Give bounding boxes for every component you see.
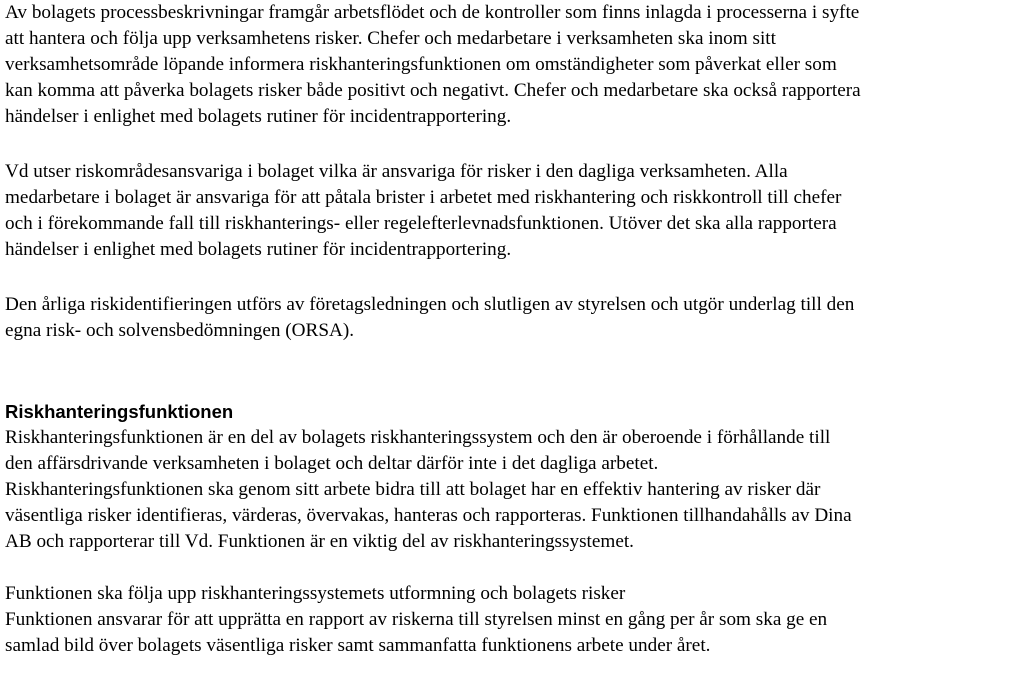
paragraph-spacer bbox=[5, 263, 1021, 292]
text-line: samlad bild över bolagets väsentliga risker samt sammanfatta funktionens arbete under året. bbox=[5, 635, 711, 656]
paragraph-risk-area-owners bbox=[5, 159, 1021, 263]
text-line: Riskhanteringsfunktionen ska genom sitt arbete bidra till att bolaget har en effektiv hantering av risker där bbox=[5, 479, 821, 500]
section-spacer bbox=[5, 344, 1021, 399]
text-line: den affärsdrivande verksamheten i bolaget och deltar därför inte i det dagliga arbetet. bbox=[5, 453, 659, 474]
text-line: att hantera och följa upp verksamhetens risker. Chefer och medarbetare i verksamheten ska inom sitt bbox=[5, 28, 776, 49]
text-line: händelser i enlighet med bolagets rutiner för incidentrapportering. bbox=[5, 239, 512, 260]
text-line: Av bolagets processbeskrivningar framgår arbetsflödet och de kontroller som finns inlagda i processerna i syfte bbox=[5, 2, 860, 23]
paragraph-risk-function bbox=[5, 425, 1021, 555]
text-line: Den årliga riskidentifieringen utförs av företagsledningen och slutligen av styrelsen och utgör underlag till den bbox=[5, 294, 855, 315]
text-line: Vd utser riskområdesansvariga i bolaget vilka är ansvariga för risker i den dagliga verksamheten. Alla bbox=[5, 161, 788, 182]
text-line: Riskhanteringsfunktionen är en del av bolagets riskhanteringssystem och den är oberoende i förhållande till bbox=[5, 427, 831, 448]
text-line: och i förekommande fall till riskhanterings- eller regelefterlevnadsfunktionen. Utöver det ska alla rapportera bbox=[5, 213, 837, 234]
text-line: väsentliga risker identifieras, värderas, övervakas, hanteras och rapporteras. Funktionen tillhandahålls av Dina bbox=[5, 505, 852, 526]
text-line: Funktionen ansvarar för att upprätta en rapport av riskerna till styrelsen minst en gång per år som ska ge en bbox=[5, 609, 828, 630]
paragraph-risk-identification bbox=[5, 292, 1021, 344]
text-line: Funktionen ska följa upp riskhanteringssystemets utformning och bolagets risker bbox=[5, 583, 626, 604]
paragraph-function-duties bbox=[5, 581, 1021, 659]
text-line: verksamhetsområde löpande informera riskhanteringsfunktionen om omständigheter som påverkat eller som bbox=[5, 54, 837, 75]
section-heading: Riskhanteringsfunktionen bbox=[5, 401, 234, 422]
text-line: kan komma att påverka bolagets risker både positivt och negativt. Chefer och medarbetare ska också rapportera bbox=[5, 80, 861, 101]
paragraph-process-descriptions bbox=[5, 0, 1021, 130]
text-line: händelser i enlighet med bolagets rutiner för incidentrapportering. bbox=[5, 106, 512, 127]
paragraph-spacer bbox=[5, 130, 1021, 159]
document-page bbox=[5, 0, 1021, 659]
paragraph-spacer bbox=[5, 555, 1021, 581]
text-line: AB och rapporterar till Vd. Funktionen är en viktig del av riskhanteringssystemet. bbox=[5, 531, 634, 552]
text-line: egna risk- och solvensbedömningen (ORSA). bbox=[5, 320, 355, 341]
text-line: medarbetare i bolaget är ansvariga för att påtala brister i arbetet med riskhantering och riskkontroll till chefer bbox=[5, 187, 842, 208]
